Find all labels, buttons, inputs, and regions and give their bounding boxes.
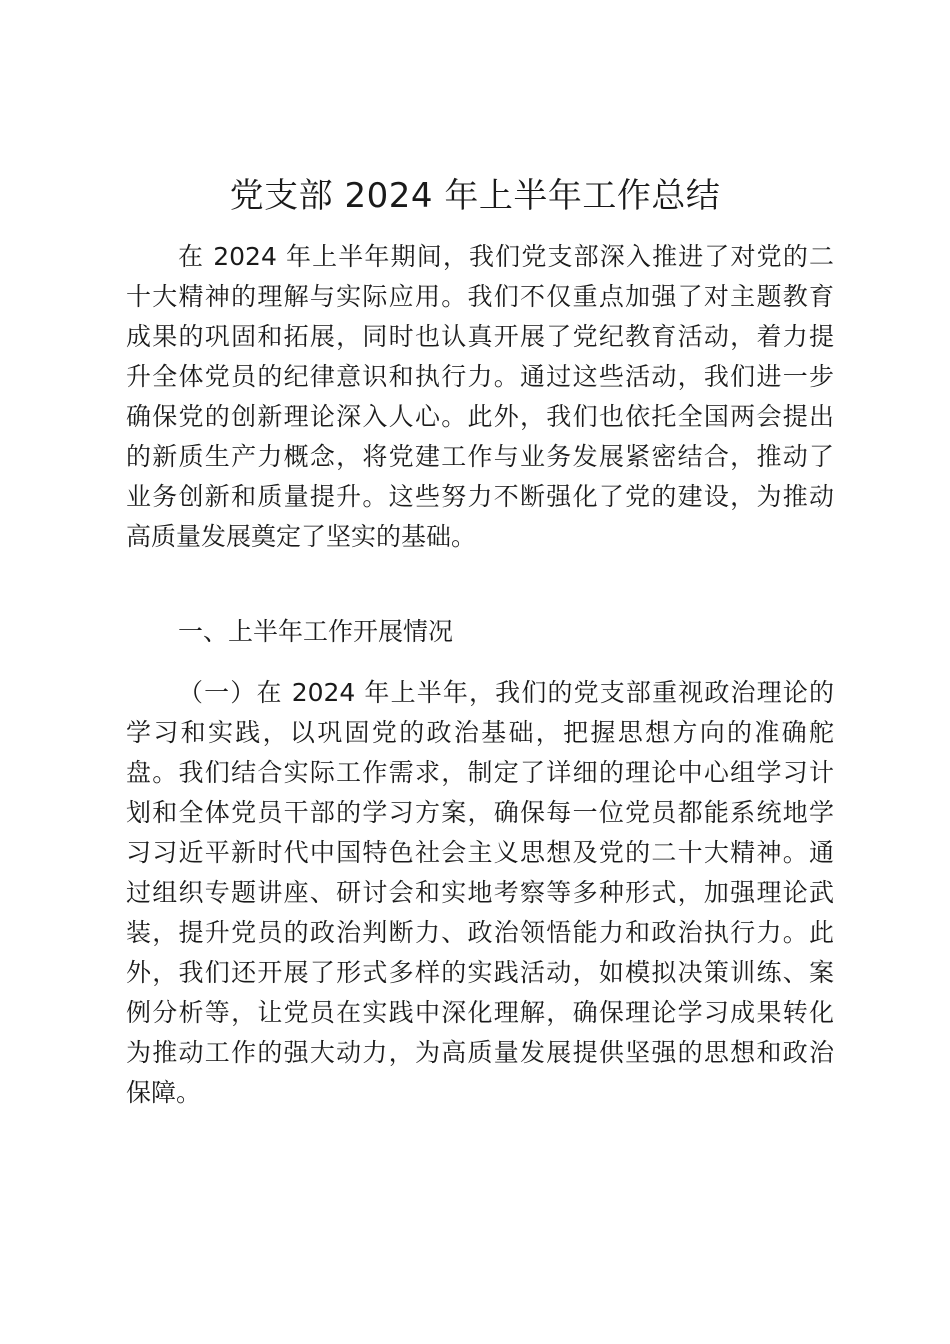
paragraph-line: 习习近平新时代中国特色社会主义思想及党的二十大精神。通 bbox=[126, 838, 834, 867]
section-heading bbox=[126, 612, 834, 652]
paragraph-line: 保障。 bbox=[126, 1078, 202, 1107]
paragraph-line: 装，提升党员的政治判断力、政治领悟能力和政治执行力。此 bbox=[126, 918, 834, 947]
paragraph-line: 高质量发展奠定了坚实的基础。 bbox=[126, 522, 477, 551]
section-heading-text: 一、上半年工作开展情况 bbox=[178, 617, 454, 646]
paragraph-line: 业务创新和质量提升。这些努力不断强化了党的建设，为推动 bbox=[126, 482, 834, 511]
paragraph-line: 为推动工作的强大动力，为高质量发展提供坚强的思想和政治 bbox=[126, 1038, 834, 1067]
document-title: 党支部 2024 年上半年工作总结 bbox=[229, 176, 721, 216]
intro-paragraph bbox=[126, 237, 834, 557]
paragraph-line: （一）在 2024 年上半年，我们的党支部重视政治理论的 bbox=[178, 678, 834, 707]
paragraph-line: 划和全体党员干部的学习方案，确保每一位党员都能系统地学 bbox=[126, 798, 834, 827]
paragraph-line: 升全体党员的纪律意识和执行力。通过这些活动，我们进一步 bbox=[126, 362, 834, 391]
paragraph-line: 确保党的创新理论深入人心。此外，我们也依托全国两会提出 bbox=[126, 402, 834, 431]
paragraph-line: 成果的巩固和拓展，同时也认真开展了党纪教育活动，着力提 bbox=[126, 322, 834, 351]
paragraph-line: 在 2024 年上半年期间，我们党支部深入推进了对党的二 bbox=[178, 242, 834, 271]
paragraph-line: 例分析等，让党员在实践中深化理解，确保理论学习成果转化 bbox=[126, 998, 834, 1027]
paragraph-line: 外，我们还开展了形式多样的实践活动，如模拟决策训练、案 bbox=[126, 958, 834, 987]
section-paragraph bbox=[126, 673, 834, 1113]
paragraph-line: 学习和实践，以巩固党的政治基础，把握思想方向的准确舵 bbox=[126, 718, 834, 747]
paragraph-line: 十大精神的理解与实际应用。我们不仅重点加强了对主题教育 bbox=[126, 282, 834, 311]
paragraph-line: 的新质生产力概念，将党建工作与业务发展紧密结合，推动了 bbox=[126, 442, 834, 471]
paragraph-line: 盘。我们结合实际工作需求，制定了详细的理论中心组学习计 bbox=[126, 758, 834, 787]
paragraph-line: 过组织专题讲座、研讨会和实地考察等多种形式，加强理论武 bbox=[126, 878, 834, 907]
